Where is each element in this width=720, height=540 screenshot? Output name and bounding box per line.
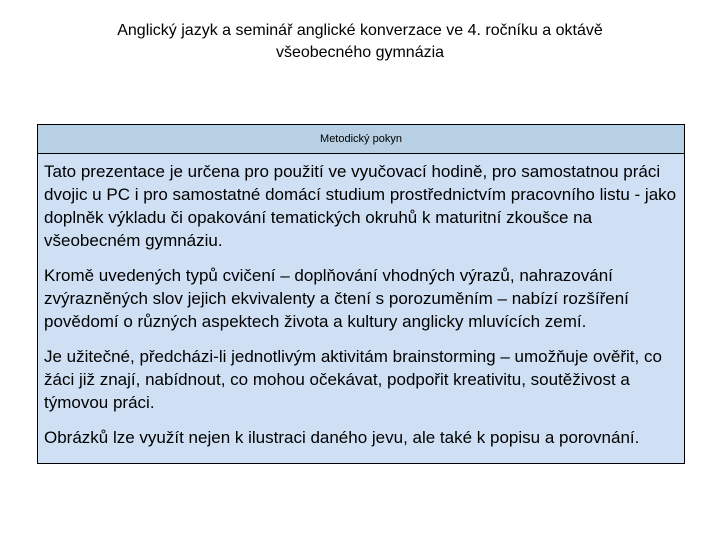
note-paragraph-4: Obrázků lze využít nejen k ilustraci daného jevu, ale také k popisu a porovnání. <box>44 428 640 447</box>
page-title <box>40 20 680 64</box>
note-paragraph-1: Tato prezentace je určena pro použití ve vyučovací hodině, pro samostatnou práci dvojic u PC i pro samostatné domácí studium prostřednictvím pracovního listu - jako doplněk výkladu či opakování tematických okruhů k maturitní zkoušce na všeobecném gymnáziu. <box>44 162 677 250</box>
methodical-note-box <box>37 124 685 464</box>
note-box-body <box>38 154 684 449</box>
note-box-header: Metodický pokyn <box>38 125 684 154</box>
title-line-1: Anglický jazyk a seminář anglické konverzace ve 4. ročníku a oktávě <box>117 22 603 39</box>
note-paragraph-2: Kromě uvedených typů cvičení – doplňování vhodných výrazů, nahrazování zvýrazněných slov jejich ekvivalenty a čtení s porozuměním – nabízí rozšíření povědomí o různých aspektech života a kultury anglicky mluvících zemí. <box>44 266 629 331</box>
note-paragraph-3: Je užitečné, předcházi-li jednotlivým aktivitám brainstorming – umožňuje ověřit, co žáci již znají, nabídnout, co mohou očekávat, podpořit kreativitu, soutěživost a týmovou práci. <box>44 347 662 412</box>
title-line-2: všeobecného gymnázia <box>275 44 445 61</box>
